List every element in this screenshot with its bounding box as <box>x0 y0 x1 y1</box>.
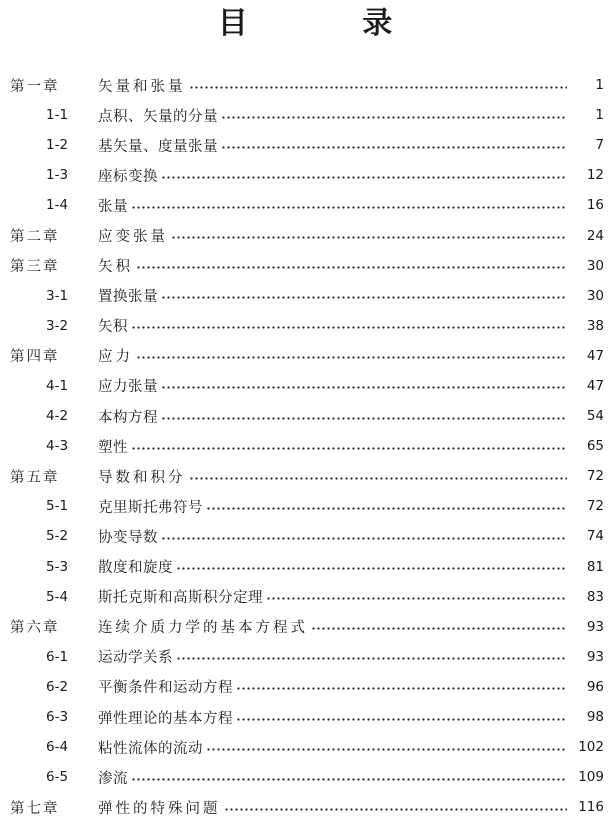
toc-section-row <box>0 672 610 702</box>
toc-entry-number: 第七章 <box>10 800 60 817</box>
toc-entry-number: 5-1 <box>46 498 69 515</box>
dot-leader <box>189 86 568 89</box>
toc-entry-title: 导数和积分 <box>98 469 186 486</box>
toc-section-row <box>0 491 610 521</box>
toc-section-row <box>0 190 610 220</box>
page-title: 目 录 <box>217 6 445 41</box>
dot-leader <box>221 116 567 119</box>
toc-entry-title: 座标变换 <box>98 168 158 185</box>
toc-section-row <box>0 100 610 130</box>
dot-leader <box>311 627 567 630</box>
toc-entry-number: 第五章 <box>10 469 60 486</box>
dot-leader <box>131 778 567 781</box>
toc-entry-number: 5-3 <box>46 558 69 575</box>
toc-entry-title: 张量 <box>98 198 128 215</box>
toc-section-row <box>0 281 610 311</box>
dot-leader <box>161 386 567 389</box>
toc-entry-number: 3-2 <box>46 317 69 334</box>
toc-entry-number: 4-2 <box>46 408 69 425</box>
toc-section-row <box>0 431 610 461</box>
toc-chapter-row <box>0 220 610 250</box>
toc-entry-title: 连续介质力学的基本方程式 <box>98 620 308 637</box>
toc-entry-number: 第二章 <box>10 229 60 246</box>
dot-leader <box>266 597 567 600</box>
dot-leader <box>206 507 567 510</box>
toc-entry-title: 渗流 <box>98 770 128 787</box>
toc-entry-number: 第一章 <box>10 78 60 95</box>
toc-entry-page: 1 <box>595 77 604 94</box>
toc-entry-page: 96 <box>586 678 604 695</box>
toc-entry-page: 72 <box>586 468 604 485</box>
toc-entry-title: 本构方程 <box>98 409 158 426</box>
toc-chapter-row <box>0 70 610 100</box>
toc-entry-number: 6-2 <box>46 678 69 695</box>
toc-entry-number: 1-1 <box>46 107 69 124</box>
dot-leader <box>131 326 567 329</box>
toc-entry-number: 1-4 <box>46 197 69 214</box>
toc-entry-page: 47 <box>586 347 604 364</box>
toc-entry-title: 粘性流体的流动 <box>98 740 203 757</box>
toc-entry-page: 81 <box>586 558 604 575</box>
toc-entry-number: 6-4 <box>46 739 69 756</box>
dot-leader <box>206 748 567 751</box>
dot-leader <box>236 687 567 690</box>
toc-entry-page: 74 <box>586 528 604 545</box>
toc-section-row <box>0 130 610 160</box>
dot-leader <box>224 808 568 811</box>
toc-entry-page: 93 <box>586 648 604 665</box>
toc-entry-page: 12 <box>586 167 604 184</box>
toc-entry-number: 6-3 <box>46 709 69 726</box>
toc-entry-title: 置换张量 <box>98 289 158 306</box>
toc-entry-title: 克里斯托弗符号 <box>98 499 203 516</box>
toc-entry-number: 第三章 <box>10 259 60 276</box>
toc-section-row <box>0 732 610 762</box>
toc-section-row <box>0 371 610 401</box>
toc-entry-number: 4-1 <box>46 377 69 394</box>
toc-entry-title: 矢积 <box>98 259 133 276</box>
toc-entry-number: 5-2 <box>46 528 69 545</box>
toc-entry-title: 运动学关系 <box>98 650 173 667</box>
toc-entry-page: 30 <box>586 287 604 304</box>
toc-entry-page: 98 <box>586 709 604 726</box>
toc-entry-page: 24 <box>586 227 604 244</box>
dot-leader <box>171 236 567 239</box>
toc-section-row <box>0 160 610 190</box>
toc-entry-title: 塑性 <box>98 439 128 456</box>
toc-entry-title: 散度和旋度 <box>98 560 173 577</box>
toc-entry-title: 弹性理论的基本方程 <box>98 710 233 727</box>
toc-entry-number: 1-3 <box>46 167 69 184</box>
dot-leader <box>131 447 567 450</box>
toc-entry-title: 应力 <box>98 349 133 366</box>
toc-entry-number: 第四章 <box>10 349 60 366</box>
dot-leader <box>131 206 567 209</box>
toc-entry-page: 93 <box>586 618 604 635</box>
dot-leader <box>161 296 567 299</box>
toc-entry-page: 116 <box>578 799 604 816</box>
toc-entry-title: 基矢量、度量张量 <box>98 138 218 155</box>
dot-leader <box>176 657 567 660</box>
toc-section-row <box>0 582 610 612</box>
toc-entry-number: 3-1 <box>46 287 69 304</box>
toc-section-row <box>0 702 610 732</box>
toc-section-row <box>0 642 610 672</box>
toc-chapter-row <box>0 461 610 491</box>
toc-entry-title: 应力张量 <box>98 379 158 396</box>
dot-leader <box>161 537 567 540</box>
toc-entry-title: 矢积 <box>98 319 128 336</box>
toc-entry-page: 83 <box>586 588 604 605</box>
toc-entry-page: 54 <box>586 408 604 425</box>
table-of-contents <box>0 70 610 822</box>
dot-leader <box>161 176 567 179</box>
toc-section-row <box>0 401 610 431</box>
toc-entry-page: 72 <box>586 498 604 515</box>
toc-entry-page: 30 <box>586 257 604 274</box>
dot-leader <box>236 718 567 721</box>
toc-entry-number: 6-5 <box>46 769 69 786</box>
toc-entry-page: 1 <box>595 107 604 124</box>
toc-chapter-row <box>0 251 610 281</box>
toc-entry-number: 第六章 <box>10 620 60 637</box>
toc-entry-title: 平衡条件和运动方程 <box>98 680 233 697</box>
toc-entry-number: 1-2 <box>46 137 69 154</box>
toc-entry-title: 应变张量 <box>98 229 168 246</box>
toc-entry-page: 102 <box>578 739 604 756</box>
dot-leader <box>176 567 567 570</box>
dot-leader <box>136 356 567 359</box>
toc-section-row <box>0 762 610 792</box>
toc-entry-page: 109 <box>578 769 604 786</box>
toc-section-row <box>0 311 610 341</box>
toc-entry-title: 协变导数 <box>98 529 158 546</box>
toc-entry-page: 47 <box>586 377 604 394</box>
toc-entry-page: 7 <box>595 137 604 154</box>
toc-entry-title: 斯托克斯和高斯积分定理 <box>98 590 263 607</box>
toc-entry-page: 38 <box>586 317 604 334</box>
dot-leader <box>161 417 567 420</box>
toc-chapter-row <box>0 792 610 822</box>
dot-leader <box>221 146 567 149</box>
dot-leader <box>189 477 568 480</box>
toc-entry-title: 弹性的特殊问题 <box>98 800 221 817</box>
toc-entry-title: 点积、矢量的分量 <box>98 108 218 125</box>
toc-chapter-row <box>0 612 610 642</box>
toc-chapter-row <box>0 341 610 371</box>
toc-entry-page: 16 <box>586 197 604 214</box>
dot-leader <box>136 266 567 269</box>
toc-entry-number: 4-3 <box>46 438 69 455</box>
toc-entry-page: 65 <box>586 438 604 455</box>
toc-section-row <box>0 552 610 582</box>
toc-section-row <box>0 521 610 551</box>
toc-entry-number: 6-1 <box>46 648 69 665</box>
toc-entry-number: 5-4 <box>46 588 69 605</box>
toc-entry-title: 矢量和张量 <box>98 78 186 95</box>
